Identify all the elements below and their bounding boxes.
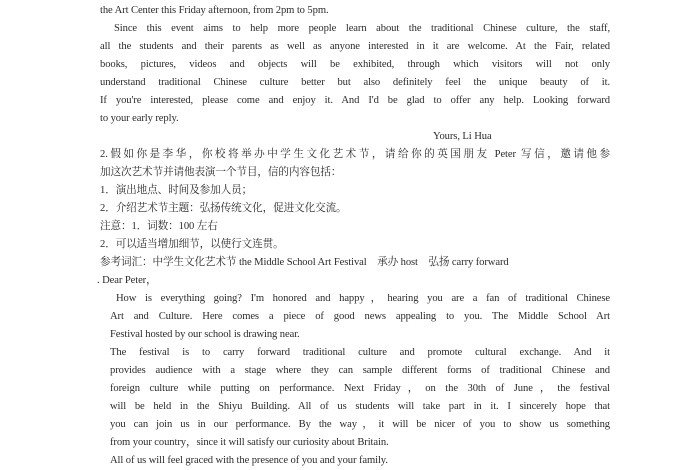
letter2-line: from your country，since it will satisfy our curiosity about Britain. — [110, 437, 389, 448]
letter1-line: If you're interested, please come and enjoy it. And I'd be glad to offer any help. Looking forward — [100, 95, 610, 106]
prompt-intro-line: 2.假如你是李华，你校将举办中学生文化艺术节，请给你的英国朋友 Peter 写信，邀请他参 — [100, 149, 610, 160]
letter1-line: the Art Center this Friday afternoon, from 2pm to 5pm. — [100, 5, 329, 16]
letter2-line: All of us will feel graced with the presence of you and your family. — [110, 455, 388, 466]
letter2-line: you can join us in our performance. By the way，it will be nicer of you to show us something — [110, 419, 610, 430]
letter2-line: foreign culture while putting on performance. Next Friday，on the 30th of June，the festival — [110, 383, 610, 394]
letter1-line: all the students and their parents as well as anyone interested in it are welcome. At the Fair, related — [100, 41, 610, 52]
prompt-point-1: 1．演出地点、时间及参加人员； — [100, 185, 253, 196]
letter2-line: provides audience with a stage where they can sample different forms of traditional Chinese and — [110, 365, 610, 376]
letter2-line: will be held in the Shiyu Building. All of us students will take part in it. I sincerely hope that — [110, 401, 610, 412]
letter2-line: Art and Culture. Here comes a piece of good news appealing to you. The Middle School Art — [110, 311, 610, 322]
letter1-signature: Yours, Li Hua — [433, 131, 492, 142]
prompt-point-2: 2．介绍艺术节主题：弘扬传统文化，促进文化交流。 — [100, 203, 347, 214]
letter1-line: understand traditional Chinese culture better but also definitely feel the unique beauty of it. — [100, 77, 610, 88]
prompt-intro-line: 加这次艺术节并请他表演一个节目，信的内容包括： — [100, 167, 342, 178]
letter1-line: books, pictures, videos and objects will be exhibited, through which visitors will not only — [100, 59, 610, 70]
letter2-line: The festival is to carry forward traditional culture and promote cultural exchange. And it — [110, 347, 610, 358]
prompt-vocabulary: 参考词汇：中学生文化艺术节 the Middle School Art Festival 承办 host 弘扬 carry forward — [100, 257, 509, 268]
letter2-line: How is everything going? I'm honored and happy，hearing you are a fan of traditional Chinese — [116, 293, 610, 304]
prompt-note-2: 2．可以适当增加细节，以使行文连贯。 — [100, 239, 284, 250]
letter2-salutation: . Dear Peter， — [97, 275, 157, 286]
letter1-line: Since this event aims to help more people learn about the traditional Chinese culture, the staff, — [114, 23, 610, 34]
letter2-line: Festival hosted by our school is drawing near. — [110, 329, 300, 340]
letter1-line: to your early reply. — [100, 113, 179, 124]
prompt-note-1: 注意：1．词数：100 左右 — [100, 221, 218, 232]
